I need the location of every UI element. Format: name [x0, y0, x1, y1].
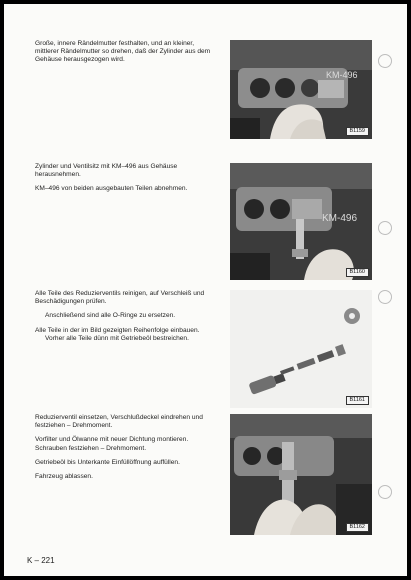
- photo-b1160: [230, 163, 372, 280]
- instruction-paragraph: Vorher alle Teile dünn mit Getriebeöl bestreichen.: [45, 334, 189, 342]
- instruction-paragraph: Fahrzeug ablassen.: [35, 473, 93, 481]
- binder-hole: [378, 485, 392, 499]
- instruction-paragraph: Anschließend sind alle O-Ringe zu ersetzen.: [45, 312, 176, 320]
- instruction-paragraph: Alle Teile des Reduzierventils reinigen, auf Verschleiß und Beschädigungen prüfen.: [35, 290, 205, 306]
- figure-caption: B1159: [346, 127, 370, 136]
- photo-b1159: [230, 40, 372, 139]
- binder-hole: [378, 290, 392, 304]
- photo-b1162: [230, 414, 372, 535]
- instruction-paragraph: Zylinder und Ventilsitz mit KM–496 aus Gehäuse herausnehmen.: [35, 163, 178, 179]
- instruction-paragraph: KM–496 von beiden ausgebauten Teilen abnehmen.: [35, 185, 188, 193]
- photo-image: [230, 290, 372, 408]
- figure-caption: B1161: [346, 396, 370, 405]
- instruction-text-2: [35, 163, 215, 200]
- instruction-paragraph: Vorfilter und Ölwanne mit neuer Dichtung montieren. Schrauben festziehen – Drehmoment.: [35, 436, 189, 452]
- instruction-text-3: [35, 290, 225, 349]
- instruction-paragraph: Getriebeöl bis Unterkante Einfüllöffnung auffüllen.: [35, 458, 180, 466]
- photo-image: [230, 414, 372, 535]
- figure-caption: B1162: [346, 523, 370, 532]
- overlay-text: KM-496: [322, 213, 358, 224]
- binder-hole: [378, 221, 392, 235]
- binder-hole: [378, 54, 392, 68]
- instruction-paragraph: Alle Teile in der im Bild gezeigten Reihenfolge einbauen.: [35, 326, 200, 334]
- instruction-paragraph: Große, innere Rändelmutter festhalten, und an kleiner, mittlerer Rändelmutter so drehen, daß der Zylinder aus dem Gehäuse herausgezogen wird.: [35, 40, 211, 64]
- instruction-text-4: [35, 414, 220, 487]
- overlay-text: KM-496: [326, 70, 358, 80]
- page-number: K – 221: [27, 556, 55, 565]
- figure-caption: B1160: [346, 268, 370, 277]
- instruction-text-1: [35, 40, 215, 71]
- photo-b1161: [230, 290, 372, 408]
- photo-image: [230, 163, 372, 280]
- photo-image: [230, 40, 372, 139]
- instruction-paragraph: Reduzierventil einsetzen, Verschlußdeckel eindrehen und festziehen – Drehmoment.: [35, 414, 203, 430]
